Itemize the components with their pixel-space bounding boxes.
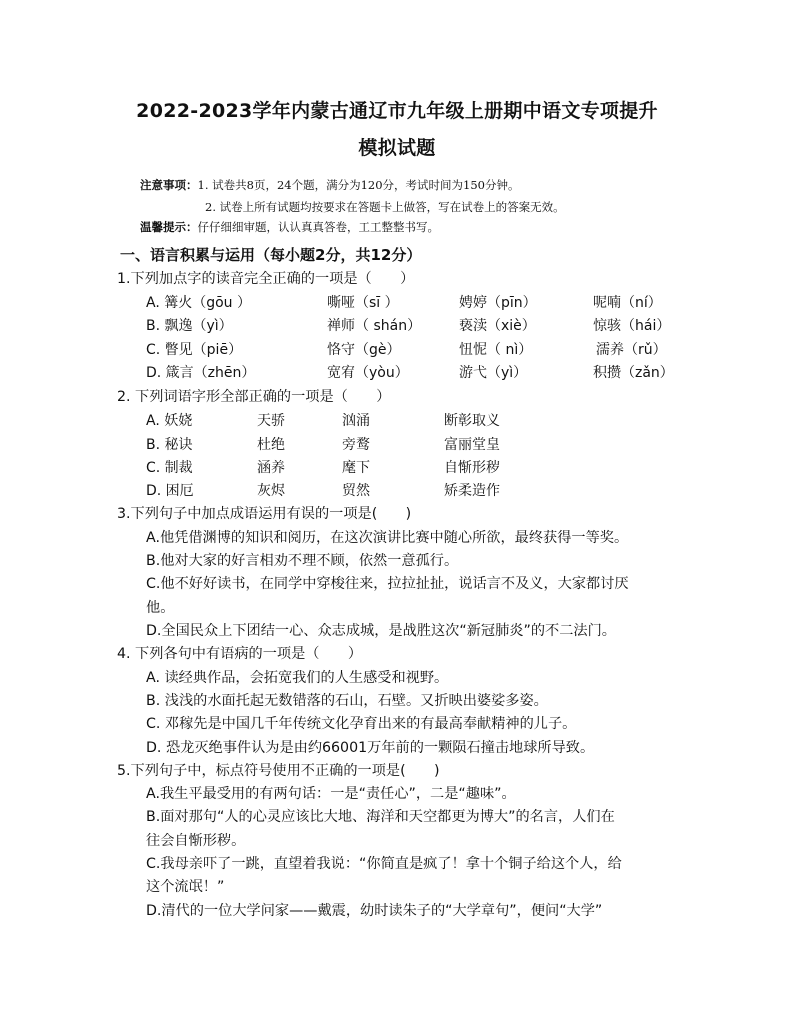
question-4-stem: 4. 下列各句中有语病的一项是（ ） xyxy=(117,646,363,662)
q1-b-1: B. 飘逸（yì） xyxy=(146,318,233,334)
q5-option-b-line1: B.面对那句“人的心灵应该比大地、海洋和天空都更为博大”的名言，人们在 xyxy=(146,809,615,825)
q2-c-4: 自惭形秽 xyxy=(444,460,500,476)
q1-d-1: D. 箴言（zhēn） xyxy=(146,365,256,381)
exam-title-line1: 2022-2023学年内蒙古通辽市九年级上册期中语文专项提升 xyxy=(136,100,658,122)
tip-text: 仔仔细细审题，认认真真答卷，工工整整书写。 xyxy=(197,220,439,234)
q2-b-1: B. 秘诀 xyxy=(146,437,193,453)
q1-b-4: 惊骇（hái） xyxy=(593,318,671,334)
q3-option-d: D.全国民众上下团结一心、众志成城，是战胜这次“新冠肺炎”的不二法门。 xyxy=(146,623,616,639)
q5-option-b-line2: 往会自惭形秽。 xyxy=(146,833,246,849)
q1-c-4: 濡养（rǔ） xyxy=(596,342,667,358)
q2-d-4: 矫柔造作 xyxy=(444,483,500,499)
question-5-stem: 5.下列句子中，标点符号使用不正确的一项是( ) xyxy=(117,763,440,779)
q3-option-c-line1: C.他不好好读书，在同学中穿梭往来，拉拉扯扯，说话言不及义，大家都讨厌 xyxy=(146,576,629,592)
q2-d-3: 贸然 xyxy=(342,483,370,499)
q1-b-3: 亵渎（xiè） xyxy=(459,318,536,334)
q5-option-c-line1: C.我母亲吓了一跳，直望着我说：“你简直是疯了！拿十个铜子给这个人，给 xyxy=(146,856,622,872)
q4-option-a: A. 读经典作品，会拓宽我们的人生感受和视野。 xyxy=(146,670,449,686)
q2-c-3: 麾下 xyxy=(342,460,370,476)
q5-option-a: A.我生平最受用的有两句话：一是“责任心”，二是“趣味”。 xyxy=(146,786,516,802)
q1-c-2: 恪守（gè） xyxy=(327,342,401,358)
q1-a-2: 嘶哑（sī ） xyxy=(327,295,399,311)
q2-b-4: 富丽堂皇 xyxy=(444,437,500,453)
q2-a-1: A. 妖娆 xyxy=(146,413,193,429)
q2-d-1: D. 困厄 xyxy=(146,483,194,499)
q1-c-1: C. 瞥见（piē） xyxy=(146,342,243,358)
q2-b-2: 杜绝 xyxy=(257,437,285,453)
notice-item1: 1. 试卷共8页，24个题，满分为120分，考试时间为150分钟。 xyxy=(197,178,520,192)
q3-option-b: B.他对大家的好言相劝不理不顾，依然一意孤行。 xyxy=(146,553,459,569)
question-2-stem: 2. 下列词语字形全部正确的一项是（ ） xyxy=(117,389,391,405)
q3-option-c-line2: 他。 xyxy=(146,600,175,616)
q1-c-3: 忸怩（ nì） xyxy=(459,342,533,358)
q5-option-c-line2: 这个流氓！” xyxy=(146,879,225,895)
q4-option-c: C. 邓稼先是中国几千年传统文化孕育出来的有最高奉献精神的儿子。 xyxy=(146,716,577,732)
q2-a-3: 汹涌 xyxy=(342,413,370,429)
q2-d-2: 灰烬 xyxy=(257,483,285,499)
q2-b-3: 旁鹜 xyxy=(342,437,370,453)
q1-a-3: 娉婷（pīn） xyxy=(459,295,537,311)
q1-d-4: 积攒（zǎn） xyxy=(593,365,674,381)
q1-b-2: 禅师（ shán） xyxy=(327,318,422,334)
question-3-stem: 3.下列句子中加点成语运用有误的一项是( ) xyxy=(117,506,412,522)
tip-label: 温馨提示： xyxy=(140,220,198,234)
q1-a-1: A. 篝火（gōu ） xyxy=(146,295,252,311)
q2-c-1: C. 制裁 xyxy=(146,460,193,476)
exam-title-line2: 模拟试题 xyxy=(358,137,436,159)
q2-a-4: 断彰取义 xyxy=(444,413,500,429)
q1-d-3: 游弋（yì） xyxy=(459,365,528,381)
question-1-stem: 1.下列加点字的读音完全正确的一项是（ ） xyxy=(117,271,415,287)
q5-option-d: D.清代的一位大学问家——戴震，幼时读朱子的“大学章句”，便问“大学” xyxy=(146,903,603,919)
notice-item2: 2. 试卷上所有试题均按要求在答题卡上做答，写在试卷上的答案无效。 xyxy=(205,200,565,214)
q4-option-d: D. 恐龙灭绝事件认为是由约66001万年前的一颗陨石撞击地球所导致。 xyxy=(146,740,595,756)
section-heading: 一、语言积累与运用（每小题2分，共12分） xyxy=(120,246,422,264)
notice-label: 注意事项： xyxy=(140,178,198,192)
notice-line1 xyxy=(140,177,519,193)
q2-c-2: 涵养 xyxy=(257,460,285,476)
q2-a-2: 天骄 xyxy=(257,413,285,429)
q4-option-b: B. 浅浅的水面托起无数错落的石山，石壁。又折映出婆娑多姿。 xyxy=(146,693,548,709)
q1-a-4: 呢喃（ní） xyxy=(593,295,662,311)
q1-d-2: 宽宥（yòu） xyxy=(327,365,409,381)
notice-tip xyxy=(140,219,439,235)
q3-option-a: A.他凭借渊博的知识和阅历，在这次演讲比赛中随心所欲，最终获得一等奖。 xyxy=(146,530,629,546)
